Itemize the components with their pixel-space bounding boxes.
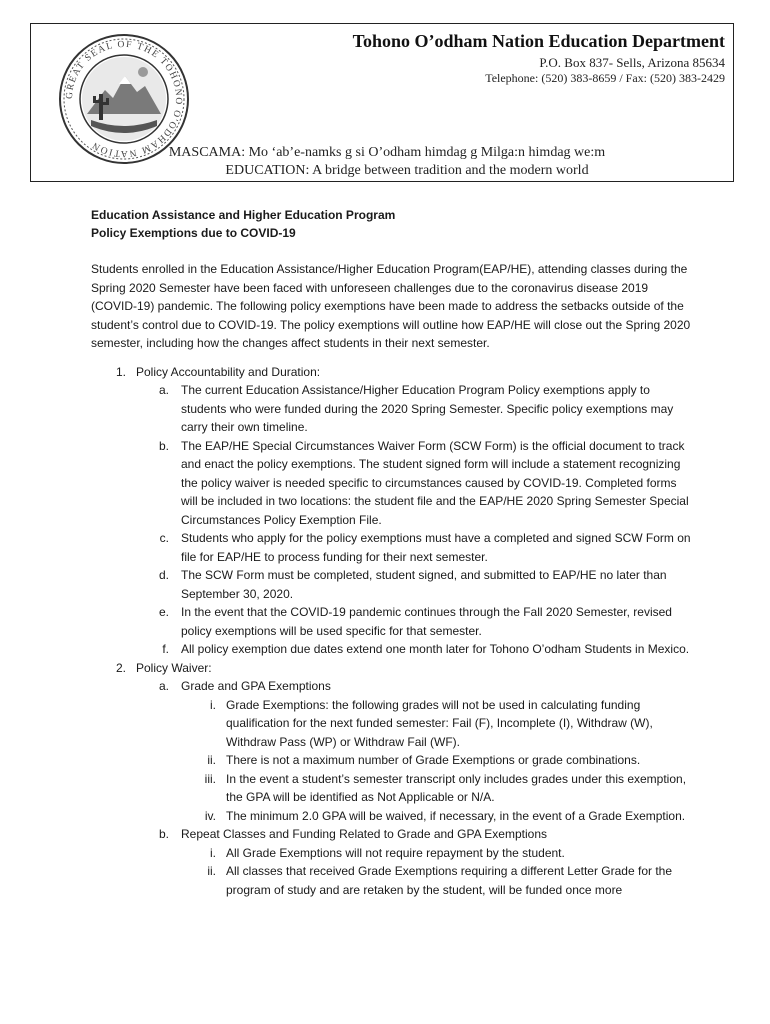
list-item bbox=[91, 696, 691, 752]
list-item-text: The current Education Assistance/Higher Education Program Policy exemptions apply to students who were funded during the 2020 Spring Semester. Specific policy exemptions may carry their own timeline. bbox=[181, 383, 674, 434]
list-marker: a. bbox=[158, 679, 169, 693]
list-item bbox=[91, 603, 691, 640]
motto-line-2: EDUCATION: A bridge between tradition and the modern world bbox=[225, 163, 589, 178]
list-item-text: All policy exemption due dates extend one month later for Tohono O’odham Students in Mexico. bbox=[181, 642, 690, 656]
document-heading: Education Assistance and Higher Education Program bbox=[91, 208, 396, 222]
list-item bbox=[91, 751, 691, 770]
list-item-text: Policy Waiver: bbox=[136, 660, 212, 675]
list-marker: f. bbox=[162, 642, 169, 656]
list-item-text: There is not a maximum number of Grade Exemptions or grade combinations. bbox=[226, 753, 641, 767]
list-marker: ii. bbox=[207, 753, 216, 767]
policy-list bbox=[91, 363, 691, 900]
letterhead bbox=[30, 23, 734, 182]
list-marker: b. bbox=[158, 827, 169, 841]
list-item bbox=[91, 381, 691, 437]
list-marker: i. bbox=[210, 845, 216, 860]
list-marker: ii. bbox=[207, 864, 216, 878]
document-subheading: Policy Exemptions due to COVID-19 bbox=[91, 226, 296, 240]
list-item bbox=[91, 566, 691, 603]
organization-name: Tohono O’odham Nation Education Department bbox=[352, 31, 725, 51]
list-marker: b. bbox=[158, 438, 169, 453]
list-item-text: The SCW Form must be completed, student signed, and submitted to EAP/HE no later than September 30, 2020. bbox=[181, 568, 667, 601]
list-marker: c. bbox=[159, 531, 169, 545]
list-item bbox=[91, 437, 691, 530]
list-item bbox=[91, 640, 691, 659]
list-marker: a. bbox=[158, 383, 169, 397]
list-item-text: All classes that received Grade Exemptions requiring a different Letter Grade for the program of study and are retaken by the student, will be funded once more bbox=[226, 864, 673, 897]
list-item bbox=[91, 529, 691, 566]
list-marker: 2. bbox=[115, 660, 126, 675]
list-item bbox=[91, 677, 691, 696]
list-item-text: Policy Accountability and Duration: bbox=[136, 364, 321, 379]
list-item-text: Repeat Classes and Funding Related to Grade and GPA Exemptions bbox=[181, 827, 547, 841]
list-item-text: In the event a student’s semester transcript only includes grades under this exemption, the GPA will be identified as Not Applicable or N/A. bbox=[226, 771, 687, 804]
list-item-text: Grade Exemptions: the following grades will not be used in calculating funding qualification for the next funded semester: Fail (F), Incomplete (I), Withdraw (W), Withdraw Pass (WP) or Withdraw Fail (WF). bbox=[226, 697, 653, 749]
list-marker: iii. bbox=[204, 771, 216, 786]
list-marker: d. bbox=[158, 568, 169, 582]
list-item-text: Grade and GPA Exemptions bbox=[181, 679, 331, 693]
list-item bbox=[91, 862, 691, 899]
organization-phone: Telephone: (520) 383-8659 / Fax: (520) 383-2429 bbox=[485, 71, 725, 85]
list-item bbox=[91, 807, 691, 826]
list-item-text: The EAP/HE Special Circumstances Waiver Form (SCW Form) is the official document to track and enact the policy exemptions. The student signed form will include a statement recognizing the policy waiver is needed specific to circumstances caused by COVID-19. Completed forms will be included in two locations: the student file and the EAP/HE 2020 Spring Semester Special Circumstances Policy Exemption File. bbox=[181, 438, 689, 527]
list-item bbox=[91, 363, 691, 382]
list-item bbox=[91, 844, 691, 863]
list-item bbox=[91, 825, 691, 844]
list-item bbox=[91, 770, 691, 807]
list-item-text: The minimum 2.0 GPA will be waived, if necessary, in the event of a Grade Exemption. bbox=[226, 808, 686, 823]
organization-address: P.O. Box 837- Sells, Arizona 85634 bbox=[539, 55, 725, 70]
list-marker: iv. bbox=[204, 808, 216, 823]
organization-header bbox=[353, 28, 725, 86]
svg-text:GREAT SEAL OF THE TOHONO O'ODH: GREAT SEAL OF THE TOHONO O'ODHAM NATION bbox=[64, 39, 184, 159]
list-marker: e. bbox=[158, 605, 169, 619]
list-item bbox=[91, 659, 691, 678]
intro-paragraph: Students enrolled in the Education Assistance/Higher Education Program(EAP/HE), attending classes during the Spring 2020 Semester have been faced with unforeseen challenges due to the coronavirus disease 2019 (COVID-19) pandemic. The following policy exemptions have been made to address the setbacks outside of the student’s control due to COVID-19. The policy exemptions will outline how EAP/HE will close out the Spring 2020 semester, including how the changes affect students in their next semester. bbox=[91, 262, 691, 350]
list-marker: i. bbox=[210, 697, 216, 712]
policy-document bbox=[91, 206, 691, 899]
list-item-text: In the event that the COVID-19 pandemic continues through the Fall 2020 Semester, revised policy exemptions will be used specific for that semester. bbox=[181, 605, 672, 638]
list-item-text: Students who apply for the policy exemptions must have a completed and signed SCW Form on file for EAP/HE to process funding for their next semester. bbox=[181, 531, 691, 564]
motto-line-1: MASCAMA: Mo ‘ab’e-namks g si O’odham himdag g Milga:n himdag we:m bbox=[168, 145, 606, 160]
list-item-text: All Grade Exemptions will not require repayment by the student. bbox=[226, 845, 565, 860]
list-marker: 1. bbox=[115, 364, 126, 379]
